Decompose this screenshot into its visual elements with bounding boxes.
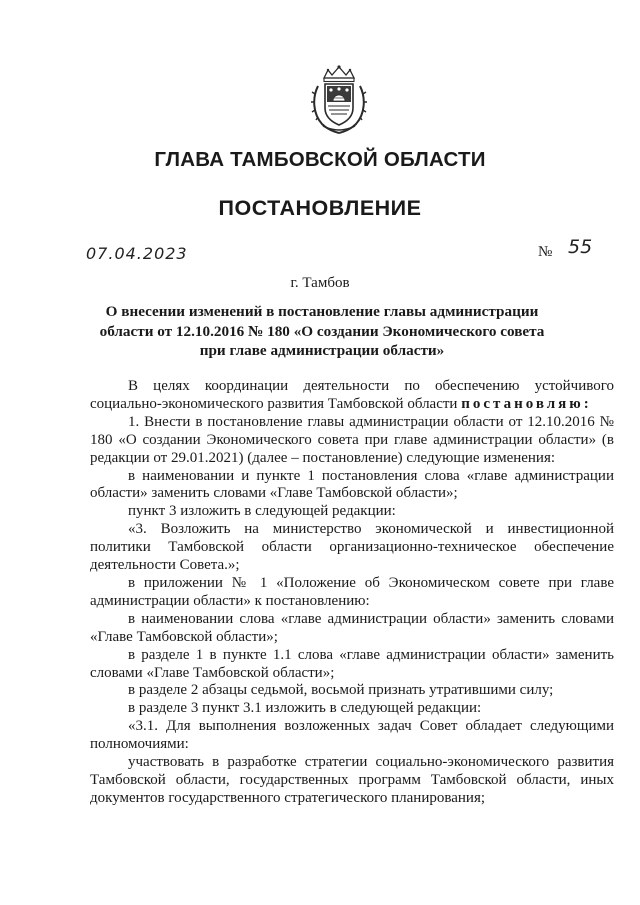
- body-paragraph: «3. Возложить на министерство экономической и инвестиционной политики Тамбовской области организационно-техническое обеспечение деятельности Совета.»;: [90, 521, 614, 574]
- body-paragraph: [90, 378, 614, 414]
- body-paragraph: в разделе 3 пункт 3.1 изложить в следующей редакции:: [128, 700, 482, 717]
- document-city: г. Тамбов: [290, 275, 350, 291]
- body-paragraph: пункт 3 изложить в следующей редакции:: [128, 503, 396, 520]
- body-paragraph: в разделе 1 в пункте 1.1 слова «главе администрации области» заменить словами «Главе Тамбовской области»;: [90, 646, 614, 681]
- body-paragraph: в разделе 2 абзацы седьмой, восьмой признать утратившими силу;: [128, 682, 554, 699]
- document-number: 55: [568, 236, 593, 258]
- issuing-authority: ГЛАВА ТАМБОВСКОЙ ОБЛАСТИ: [154, 148, 486, 171]
- coat-of-arms-icon: [308, 64, 370, 134]
- document-date: 07.04.2023: [86, 244, 188, 263]
- body-paragraph: в приложении № 1 «Положение об Экономическом совете при главе администрации области» к постановлению:: [90, 574, 614, 609]
- body-paragraph: участвовать в разработке стратегии социально-экономического развития Тамбовской области, государственных программ Тамбовской области, иных документов государственного стратегического планирования;: [90, 754, 614, 806]
- resolve-word: постановляю:: [461, 395, 592, 412]
- document-subject: О внесении изменений в постановление главы администрации области от 12.10.2016 № 180 «О создании Экономического совета при главе администрации области»: [99, 303, 545, 359]
- body-paragraph: «3.1. Для выполнения возложенных задач Совет обладает следующими полномочиями:: [90, 718, 614, 753]
- body-paragraph: в наименовании слова «главе администрации области» заменить словами «Главе Тамбовской области»;: [90, 610, 614, 645]
- body-paragraph: 1. Внести в постановление главы администрации области от 12.10.2016 № 180 «О создании Экономического совета при главе администрации области» (в редакции от 29.01.2021) (далее – постановление) следующие изменения:: [90, 413, 614, 466]
- body-paragraph: в наименовании и пункте 1 постановления слова «главе администрации области» заменить словами «Главе Тамбовской области»;: [90, 467, 614, 502]
- document-number-label: №: [538, 244, 553, 260]
- preamble-text: В целях координации деятельности по обеспечению устойчивого социально-экономического развития Тамбовской области: [90, 378, 614, 412]
- document-type: ПОСТАНОВЛЕНИЕ: [218, 196, 422, 220]
- document-body: [90, 378, 614, 808]
